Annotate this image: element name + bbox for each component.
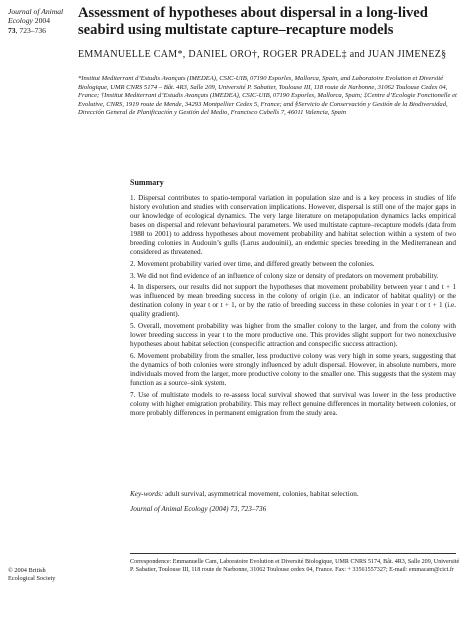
- summary-point: 3. We did not find evidence of an influence of colony size or density of predators on movement probability.: [130, 271, 439, 280]
- summary-point: 1. Dispersal contributes to spatio-temporal variation in population size and is a key process in studies of life history evolution and studies with conservation implications. However, dispersal is still one of the major gaps in our knowledge of ecological dynamics. The very large literature on metapopulation dynamics lacks empirical bases on dispersal and relevant behavioural parameters. We used multistate capture–recapture models (data from 1988 to 2001) to address hypotheses about movement probability and habitat selection within a system of two breeding colonies in Audouin’s gulls (Larus audouinii), an endemic species breeding in the Mediterranean and considered as threatened.: [130, 194, 456, 257]
- journal-volume: 73: [8, 25, 16, 35]
- journal-name-line2: Ecology: [8, 16, 33, 26]
- correspondence: Correspondence: Emmanuelle Cam, Laboratoire Evolution et Diversité Biologique, UMR CNRS 5174, Bât. 4R3, Salle 209, Université P. Sabatier, Toulouse III, 118 route de Narbonne, 31062 Toulouse cedex 04, France. Fax: + 33561557327; E-mail: emmacam@cict.fr: [130, 559, 460, 574]
- summary-point: 2. Movement probability varied over time, and differed greatly between the colonies.: [130, 259, 375, 268]
- citation: Journal of Animal Ecology (2004) 73, 723–736: [130, 505, 267, 513]
- summary-point: 4. In dispersers, our results did not support the hypotheses that movement probability between year t and t + 1 was influenced by mean breeding success in the colony of origin (i.e. an indicator of habitat quality) or the destination colony in year t or t + 1, or by the ratio of breeding success in these colonies in year t or t + 1 (i.e. quality gradient).: [130, 283, 456, 319]
- journal-pages: , 723–736: [15, 25, 46, 35]
- summary-heading: Summary: [130, 178, 164, 187]
- copyright-notice: [8, 567, 98, 583]
- summary-body: [130, 194, 456, 420]
- journal-info: [8, 7, 68, 35]
- author-list: EMMANUELLE CAM*, DANIEL ORO†, ROGER PRADEL‡ and JUAN JIMENEZ§: [78, 49, 447, 60]
- affiliations: *Institut Mediterrani d’Estudis Avançats (IMEDEA), CSIC-UIB, 07190 Esporles, Mallorca, Spain, and Laboratoire Evolution et Diversité Biologique, UMR CNRS 5174 – Bât. 4R3, Salle 209, Université P. Sabatier, Toulouse III, 118 route de Narbonne, 31062 Toulouse Cedex 04, France; †Institut Mediterrani d’Estudis Avançats (IMEDEA), CSIC-UIB, 07190 Esporles, Mallorca, Spain; ‡Centre d’Ecologie Fonctionelle et Evolutive, CNRS, 1919 route de Mende, 34293 Montpellier Cedex 5, France; and §Servicio de Conservación y Gestión de la Biodiversidad, Dirección General de Planificación y Gestión del Medio, Francisco Cubells 7, 46011 Valencia, Spain: [78, 75, 457, 117]
- copyright-line1: © 2004 British: [8, 567, 46, 574]
- journal-name-line1: Journal of Animal: [8, 7, 64, 16]
- footnote-divider: [130, 553, 456, 554]
- summary-point: 6. Movement probability from the smaller, less productive colony was very high in some years, suggesting that the dynamics of both colonies were strongly influenced by adult dispersal. However, in absolute numbers, more individuals moved from the larger, more productive colony to the smaller one. This suggests that the system may function as a source–sink system.: [130, 351, 456, 387]
- paper-title: Assessment of hypotheses about dispersal in a long-lived seabird using multistate capture–recapture models: [78, 5, 428, 38]
- summary-point: 5. Overall, movement probability was higher from the smaller colony to the larger, and from the colony with lower breeding success in year t to the more productive one. This provides slight support for two nonexclusive hypotheses about habitat selection (conspecific attraction and conspecific success attraction).: [130, 321, 456, 349]
- journal-year: 2004: [34, 16, 50, 26]
- keywords-label: Key-words:: [130, 490, 164, 498]
- keywords-text: adult survival, asymmetrical movement, colonies, habitat selection.: [163, 490, 359, 498]
- copyright-line2: Ecological Society: [8, 575, 56, 582]
- keywords: [130, 490, 456, 499]
- summary-point: 7. Use of multistate models to re-assess local survival showed that survival was lower in the less productive colony with higher emigration probability. This may reflect genuine differences in mortality between colonies, or more probably differences in permanent emigration from the study area.: [130, 390, 456, 417]
